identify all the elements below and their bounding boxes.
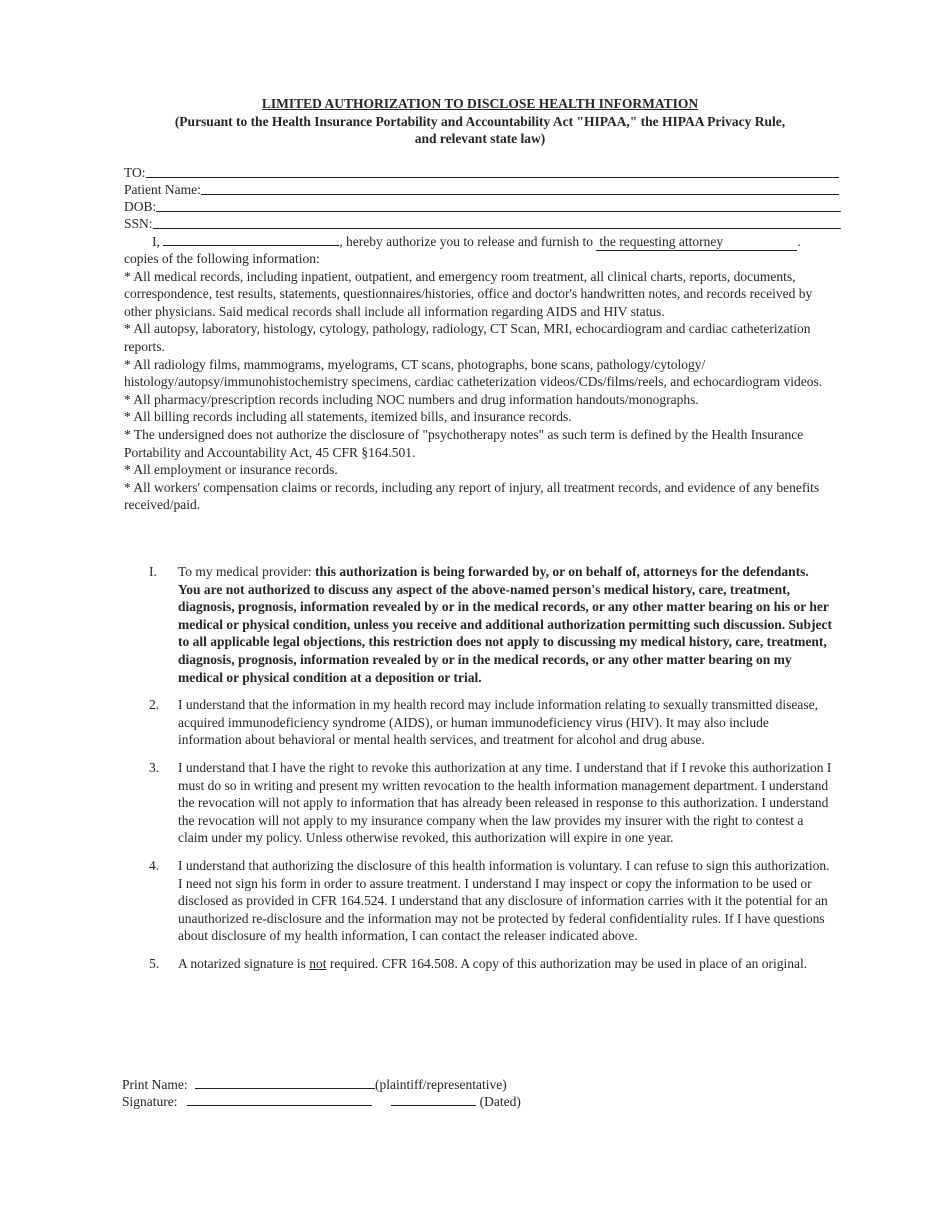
print-name-blank[interactable] [195, 1076, 375, 1089]
dob-input-line[interactable] [156, 199, 841, 212]
document-subtitle: (Pursuant to the Health Insurance Portability and Accountability Act "HIPAA," the HIPAA Privacy Rule, and relevant state law) [174, 114, 786, 146]
to-input-line[interactable] [146, 165, 839, 178]
records-list-item: * The undersigned does not authorize the disclosure of "psychotherapy notes" as such term is defined by the Health Insurance Portability and Accountability Act, 45 CFR §164.501. [124, 426, 804, 460]
signature-label: Signature: [122, 1094, 178, 1109]
print-name-row: Print Name: (plaintiff/representative) [122, 1077, 507, 1092]
to-field[interactable] [124, 164, 839, 181]
numbered-item-5: 5. A notarized signature is not required. CFR 164.508. A copy of this authorization may be used in place of an original. [149, 955, 808, 971]
records-list-item: * All radiology films, mammograms, myelograms, CT scans, photographs, bone scans, pathology/cytology/ histology/autopsy/immunohistochemistry specimens, cardiac catheterization videos/CDs/films/reels, and echocardiogram videos. [124, 356, 823, 390]
records-list-item: * All autopsy, laboratory, histology, cytology, pathology, radiology, CT Scan, MRI, echocardiogram and cardiac catheterization reports. [124, 321, 811, 354]
dob-field[interactable] [124, 198, 841, 215]
signature-blank[interactable] [187, 1093, 372, 1106]
print-name-label: Print Name: [122, 1077, 188, 1092]
numbered-item-2: 2. I understand that the information in my health record may include information relating to sexually transmitted disease, acquired immunodeficiency syndrome (AIDS), or human immunodeficiency virus (HIV). It may also include information about behavioral or mental health services, and treatment for alcohol and drug abuse. [149, 697, 818, 748]
to-label: TO: [124, 165, 146, 180]
numbered-item-4: 4. I understand that authorizing the disclosure of this health information is voluntary. I can refuse to sign this authorization. I need not sign his form in order to assure treatment. I understand I may inspect or copy the information to be used or disclosed as provided in CFR 164.524. I understand that any disclosure of information carries with it the potential for an unauthorized re-disclosure and the information may not be protected by federal confidentiality rules. If I have questions about disclosure of my health information, I can contact the releaser indicated above. [149, 857, 830, 944]
date-blank[interactable] [391, 1093, 476, 1106]
authorizer-name-blank[interactable] [163, 233, 339, 246]
records-list-item: * All medical records, including inpatient, outpatient, and emergency room treatment, all clinical charts, reports, documents, correspondence, test results, statements, questionnaires/histories, office and doctor's handwritten notes, and records received by other physicians. Said medical records shall include all information regarding AIDS and HIV status. [124, 268, 813, 319]
patient-name-input-line[interactable] [201, 182, 839, 195]
records-list-item: * All employment or insurance records. [124, 462, 338, 478]
records-list: copies of the following information: * All medical records, including inpatient, outpatient, and emergency room treatment, all clinical charts, reports, documents, correspondence, test results, statements, questionnaires/histories, office and doctor's handwritten notes, and records received by other physicians. Said medical records shall include all information regarding AIDS and HIV status. * All autopsy, laboratory, histology, cytology, pathology, radiology, CT Scan, MRI, echocardiogram and cardiac catheterization reports. * All radiology films, mammograms, myelograms, CT scans, photographs, bone scans, pathology/cytology/ histology/autopsy/immunohistochemistry specimens, cardiac catheterization videos/CDs/films/reels, and echocardiogram videos. * All pharmacy/prescription records including NOC numbers and drug information handouts/monographs. * All billing records including all statements, itemized bills, and insurance records. * The undersigned does not authorize the disclosure of "psychotherapy notes" as such term is defined by the Health Insurance Portability and Accountability Act, 45 CFR §164.501. * All employment or insurance records. * All workers' compensation claims or records, including any report of injury, all treatment records, and evidence of any benefits received/paid. [124, 250, 840, 514]
patient-name-field[interactable] [124, 181, 839, 198]
patient-name-label: Patient Name: [124, 182, 201, 197]
numbered-list [140, 563, 832, 982]
records-list-item: * All workers' compensation claims or records, including any report of injury, all treatment records, and evidence of any benefits received/paid. [124, 479, 820, 513]
ssn-field[interactable] [124, 215, 841, 232]
numbered-item-1: I. To my medical provider: this authorization is being forwarded by, or on behalf of, attorneys for the defendants. You are not authorized to discuss any aspect of the above-named person's medical history, care, treatment, diagnosis, prognosis, information revealed by or in the medical records, or any other matter bearing on his or her medical or physical condition, unless you receive and additional authorization permitting such discussion. Subject to all applicable legal objections, this restriction does not apply to discussing my medical history, care, treatment, diagnosis, prognosis, information revealed by or in the medical records, or any other matter bearing on my medical or physical condition at a deposition or trial. [149, 564, 832, 685]
signature-row: Signature: (Dated) [122, 1094, 521, 1109]
ssn-label: SSN: [124, 216, 153, 231]
recipient-field[interactable]: the requesting attorney [596, 233, 797, 251]
records-list-item: * All billing records including all statements, itemized bills, and insurance records. [124, 409, 572, 425]
document-title: LIMITED AUTHORIZATION TO DISCLOSE HEALTH INFORMATION [261, 96, 699, 111]
authorization-statement: I, , hereby authorize you to release and furnish to the requesting attorney . [152, 234, 801, 249]
records-list-item: * All pharmacy/prescription records including NOC numbers and drug information handouts/monographs. [124, 391, 699, 407]
ssn-input-line[interactable] [153, 216, 841, 229]
dob-label: DOB: [124, 199, 157, 214]
numbered-item-3: 3. I understand that I have the right to revoke this authorization at any time. I understand that if I revoke this authorization I must do so in writing and present my written revocation to the health information management department. I understand the revocation will not apply to information that has already been released in response to this authorization. I understand the revocation will not apply to my insurance company when the law provides my insurer with the right to contest a claim under my policy. Unless otherwise revoked, this authorization will expire in one year. [149, 759, 832, 846]
